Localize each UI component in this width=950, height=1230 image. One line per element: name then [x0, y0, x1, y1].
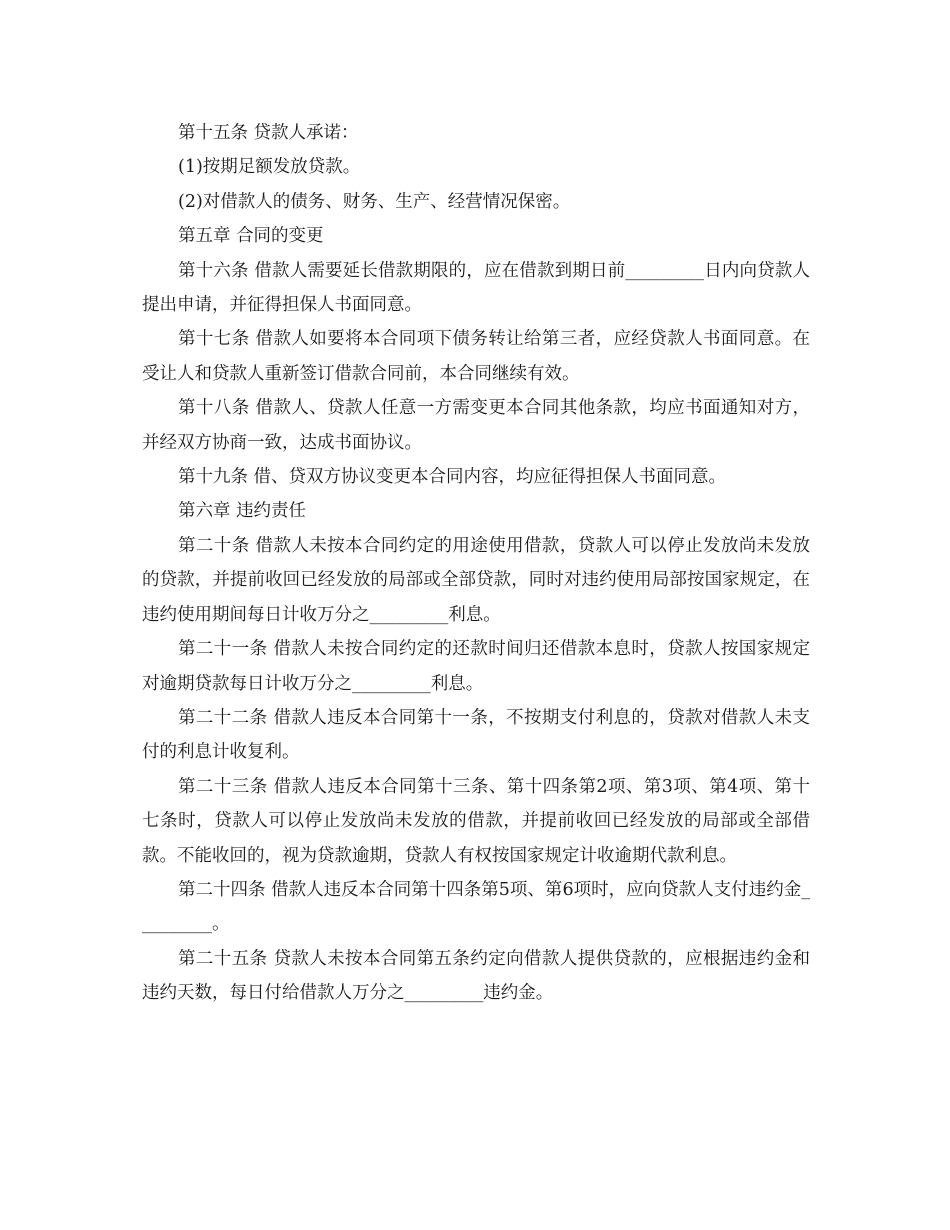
clause-23: 第二十三条 借款人违反本合同第十三条、第十四条第2项、第3项、第4项、第十七条时，贷款人可以停止发放尚未发放的借款，并提前收回已经发放的局部或全部借款。不能收回的，视为贷款逾期，贷款人有权按国家规定计收逾期代款利息。: [142, 776, 810, 866]
clause-17: 第十七条 借款人如要将本合同项下债务转让给第三者，应经贷款人书面同意。在受让人和贷款人重新签订借款合同前，本合同继续有效。: [142, 329, 810, 384]
clause-15-item-2: (2)对借款人的债务、财务、生产、经营情况保密。: [178, 191, 571, 212]
clause-22: 第二十二条 借款人违反本合同第十一条，不按期支付利息的，贷款对借款人未支付的利息计收复利。: [142, 707, 810, 763]
clause-24: 第二十四条 借款人违反本合同第十四条第5项、第6项时，应向贷款人支付违约金_________。: [142, 879, 810, 935]
clause-25: 第二十五条 贷款人未按本合同第五条约定向借款人提供贷款的，应根据违约金和违约天数，每日付给借款人万分之_________违约金。: [142, 948, 810, 1004]
chapter-6-title: 第六章 违约责任: [178, 501, 307, 522]
chapter-5-title: 第五章 合同的变更: [178, 226, 324, 247]
clause-16: 第十六条 借款人需要延长借款期限的，应在借款到期日前_________日内向贷款人提出申请，并征得担保人书面同意。: [142, 260, 810, 316]
clause-18: 第十八条 借款人、贷款人任意一方需变更本合同其他条款，均应书面通知对方，并经双方协商一致，达成书面协议。: [142, 398, 810, 453]
clause-15-heading: 第十五条 贷款人承诺：: [178, 123, 359, 143]
clause-21: 第二十一条 借款人未按合同约定的还款时间归还借款本息时，贷款人按国家规定对逾期贷款每日计收万分之_________利息。: [142, 639, 810, 694]
document-body: [142, 116, 810, 1011]
clause-15-item-1: (1)按期足额发放贷款。: [178, 157, 361, 178]
clause-20: 第二十条 借款人未按本合同约定的用途使用借款，贷款人可以停止发放尚未发放的贷款，并提前收回已经发放的局部或全部贷款，同时对违约使用局部按国家规定，在违约使用期间每日计收万分之_________利息。: [142, 535, 810, 625]
clause-19: 第十九条 借、贷双方协议变更本合同内容，均应征得担保人书面同意。: [178, 467, 727, 488]
